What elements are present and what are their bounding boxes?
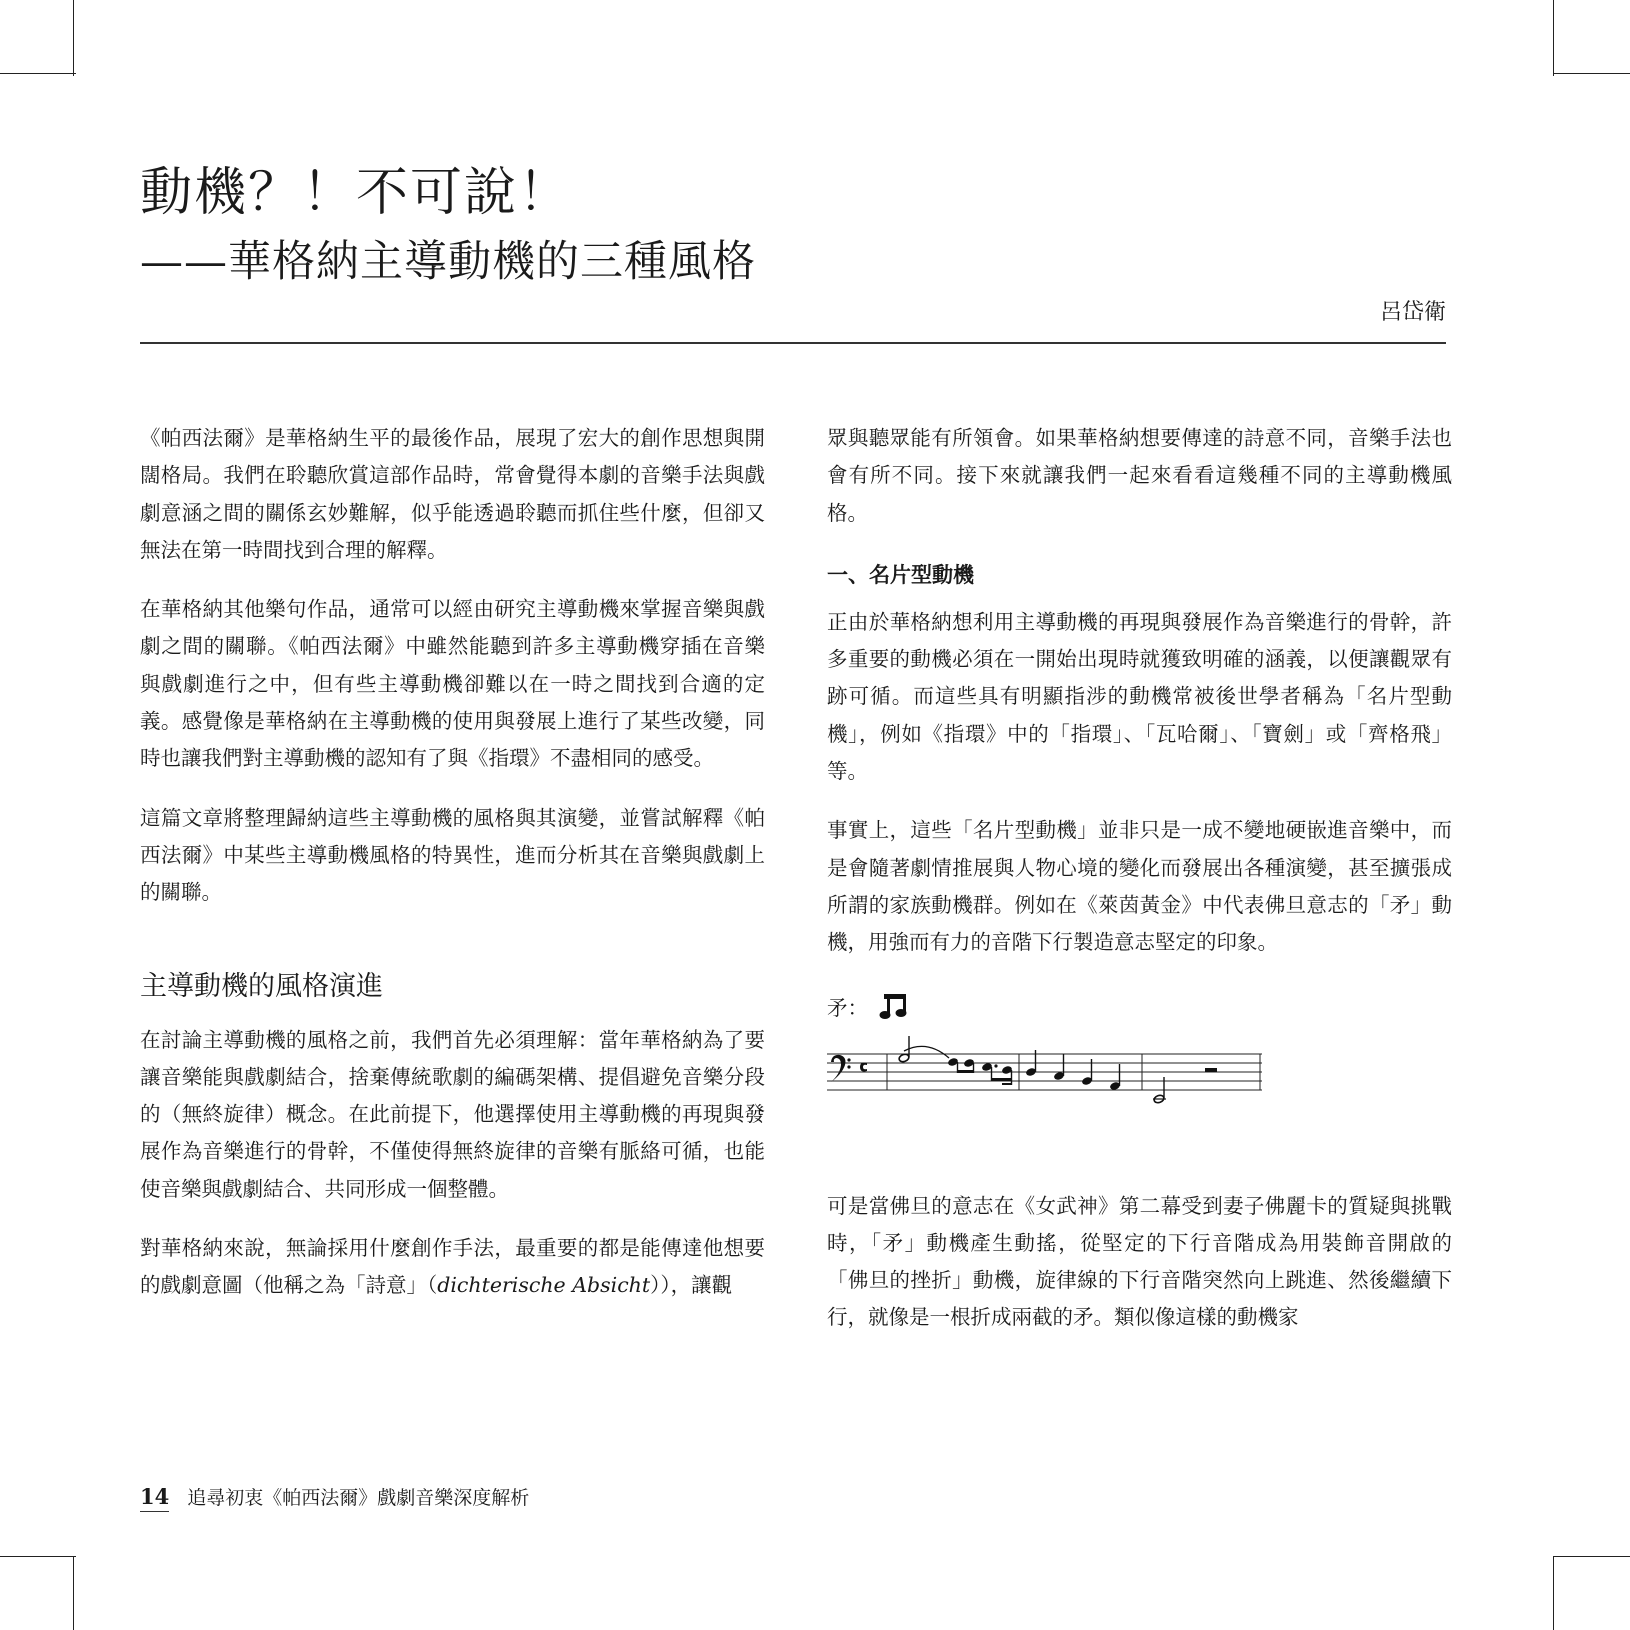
crop-mark xyxy=(1553,0,1554,76)
paragraph: 事實上，這些「名片型動機」並非只是一成不變地硬嵌進音樂中，而是會隨著劇情推展與人物心境的變化而發展出各種演變，甚至擴張成所謂的家族動機群。例如在《萊茵黃金》中代表佛旦意志的「矛」動機，用強而有力的音階下行製造意志堅定的印象。 xyxy=(827,818,1452,955)
paragraph: 《帕西法爾》是華格納生平的最後作品，展現了宏大的創作思想與開闊格局。我們在聆聽欣賞這部作品時，常會覺得本劇的音樂手法與戲劇意涵之間的關係玄妙難解，似乎能透過聆聽而抓住些什麼，但卻又無法在第一時間找到合理的解釋。 xyxy=(140,426,765,562)
crop-mark xyxy=(73,1556,74,1630)
paragraph: 眾與聽眾能有所領會。如果華格納想要傳達的詩意不同，音樂手法也會有所不同。接下來就讓我們一起來看看這幾種不同的主導動機風格。 xyxy=(827,426,1452,525)
running-title: 追尋初衷《帕西法爾》戲劇音樂深度解析 xyxy=(187,1487,530,1509)
crop-mark xyxy=(0,1556,76,1557)
paragraph: 在華格納其他樂句作品，通常可以經由研究主導動機來掌握音樂與戲劇之間的關聯。《帕西法爾》中雖然能聽到許多主導動機穿插在音樂與戲劇進行之中，但有些主導動機卻難以在一時之間找到合適的定義。感覺像是華格納在主導動機的使用與發展上進行了某些改變，同時也讓我們對主導動機的認知有了與《指環》不盡相同的感受。 xyxy=(140,597,765,771)
paragraph: 可是當佛旦的意志在《女武神》第二幕受到妻子佛麗卡的質疑與挑戰時，「矛」動機產生動搖，從堅定的下行音階成為用裝飾音開啟的「佛旦的挫折」動機，旋律線的下行音階突然向上跳進、然後繼續下行，就像是一根折成兩截的矛。類似像這樣的動機家 xyxy=(827,1193,1452,1330)
author-name: 呂岱衛 xyxy=(1379,300,1446,325)
page-footer xyxy=(140,1483,529,1512)
page-number: 14 xyxy=(140,1484,169,1512)
paragraph-text: 對華格納來說，無論採用什麼創作手法，最重要的都是能傳達他想要的戲劇意圖（他稱之為「詩意」（ xyxy=(140,1236,765,1298)
article-title: 動機？！不可說！ xyxy=(140,163,573,223)
paragraph-text: ）），讓觀 xyxy=(650,1273,733,1298)
article-subtitle: ——華格納主導動機的三種風格 xyxy=(140,237,756,287)
crop-mark xyxy=(1553,1556,1630,1557)
german-term: dichterische Absicht xyxy=(437,1273,651,1298)
paragraph xyxy=(140,1230,765,1305)
crop-mark xyxy=(73,0,74,76)
paragraph: 正由於華格納想利用主導動機的再現與發展作為音樂進行的骨幹，許多重要的動機必須在一開始出現時就獲致明確的涵義，以便讓觀眾有跡可循。而這些具有明顯指涉的動機常被後世學者稱為「名片型動機」，例如《指環》中的「指環」、「瓦哈爾」、「寶劍」或「齊格飛」等。 xyxy=(827,609,1452,784)
crop-mark xyxy=(1553,73,1630,74)
section-heading: 主導動機的風格演進 xyxy=(140,970,383,1002)
left-column xyxy=(140,420,765,1327)
crop-mark xyxy=(1553,1556,1554,1630)
motif-label: 矛： xyxy=(827,995,868,1020)
crop-mark xyxy=(0,73,76,74)
spear-motif-score xyxy=(827,1036,1262,1108)
paragraph: 在討論主導動機的風格之前，我們首先必須理解：當年華格納為了要讓音樂能與戲劇結合，捨棄傳統歌劇的編碼架構、提倡避免音樂分段的（無終旋律）概念。在此前提下，他選擇使用主導動機的再現與發展作為音樂進行的骨幹，不僅使得無終旋律的音樂有脈絡可循，也能使音樂與戲劇結合、共同形成一個整體。 xyxy=(140,1027,765,1201)
right-column xyxy=(827,420,1452,1359)
music-note-icon xyxy=(878,990,910,1022)
motif-label-row xyxy=(827,990,1452,1022)
paragraph: 這篇文章將整理歸納這些主導動機的風格與其演變，並嘗試解釋《帕西法爾》中某些主導動機風格的特異性，進而分析其在音樂與戲劇上的關聯。 xyxy=(140,805,765,905)
title-rule xyxy=(140,342,1446,344)
subsection-heading: 一、名片型動機 xyxy=(827,562,974,587)
